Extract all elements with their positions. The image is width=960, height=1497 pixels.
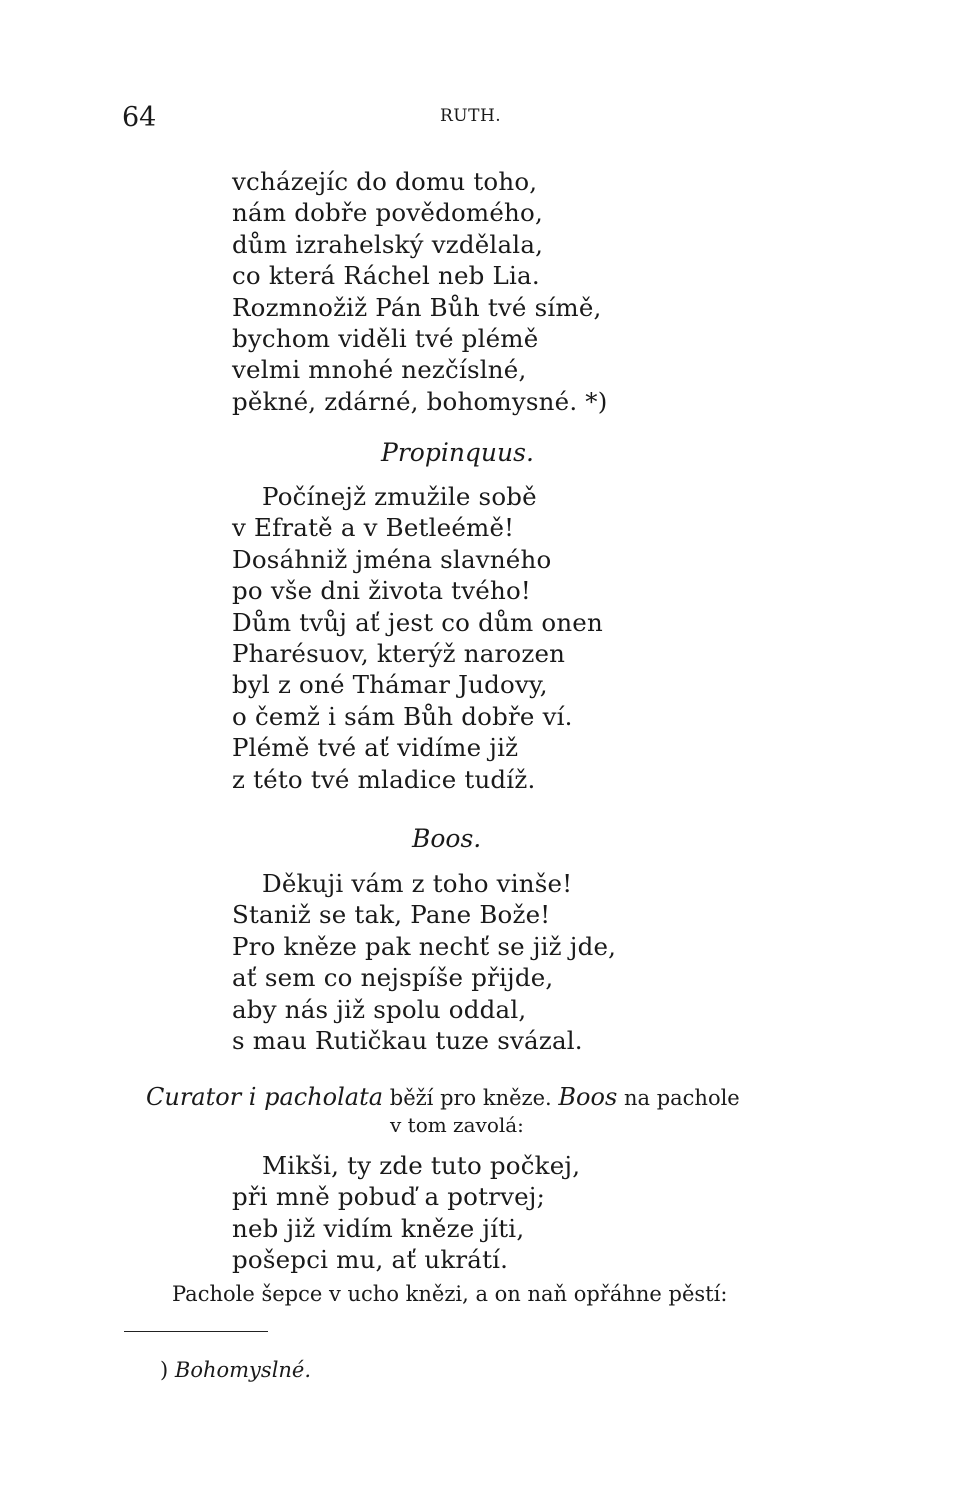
verse-line: o čemž i sám Bůh dobře ví. (232, 701, 573, 731)
stage-text: na pachole (623, 1086, 740, 1110)
verse-stanza-3 (232, 868, 616, 1056)
verse-line: Rozmnožiž Pán Bůh tvé símě, (232, 292, 602, 322)
verse-line: s mau Rutičkau tuze svázal. (232, 1026, 583, 1056)
speaker-propinquus: Propinquus. (381, 438, 534, 467)
verse-line: Pharésuov, kterýž narozen (232, 639, 566, 669)
footnote-text: Bohomyslné. (174, 1358, 312, 1382)
verse-line: velmi mnohé nezčíslné, (232, 355, 527, 385)
stage-direction-1-continued: v tom zavolá: (390, 1113, 524, 1137)
verse-line: pěkné, zdárné, bohomysné. *) (232, 386, 608, 416)
verse-line: dům izrahelský vzdělala, (232, 229, 544, 259)
footnote-marker: ) (160, 1358, 169, 1382)
verse-line: při mně pobuď a potrvej; (232, 1182, 546, 1212)
verse-stanza-4 (232, 1150, 580, 1276)
speaker-boos: Boos. (412, 824, 482, 853)
verse-line: vcházejíc do domu toho, (232, 167, 538, 196)
stage-text: běží pro kněze. (389, 1086, 552, 1110)
verse-line: neb již vidím kněze jíti, (232, 1213, 525, 1243)
verse-stanza-2 (232, 481, 603, 795)
verse-line: Počínejž zmužile sobě (262, 482, 537, 511)
verse-line: z této tvé mladice tudíž. (232, 764, 536, 794)
verse-line: Mikši, ty zde tuto počkej, (262, 1151, 581, 1180)
footnote-rule (124, 1331, 268, 1332)
verse-line: v Efratě a v Betleémě! (232, 513, 515, 543)
footnote (160, 1358, 311, 1382)
verse-line: byl z oné Thámar Judovy, (232, 670, 548, 700)
verse-line: bychom viděli tvé plémě (232, 324, 539, 354)
verse-line: ať sem co nejspíše přijde, (232, 963, 554, 993)
verse-line: Dosáhniž jména slavného (232, 544, 552, 574)
page-number: 64 (122, 102, 157, 133)
verse-line: Dům tvůj ať jest co dům onen (232, 607, 603, 637)
verse-line: po vše dni života tvého! (232, 576, 531, 606)
verse-line: co která Ráchel neb Lia. (232, 261, 540, 291)
verse-line: Děkuji vám z toho vinše! (262, 869, 573, 898)
stage-italic-boos: Boos (558, 1083, 618, 1111)
stage-direction-2: Pachole šepce v ucho knězi, a on naň opřáhne pěstí: (172, 1282, 728, 1306)
verse-line: pošepci mu, ať ukrátí. (232, 1245, 509, 1275)
verse-stanza-1 (232, 166, 608, 417)
stage-italic-curator: Curator i pacholata (146, 1083, 384, 1111)
stage-direction-1 (146, 1083, 740, 1111)
verse-line: Plémě tvé ať vidíme již (232, 733, 519, 763)
verse-line: Staniž se tak, Pane Bože! (232, 900, 551, 930)
running-head: RUTH. (440, 106, 502, 126)
verse-line: aby nás již spolu oddal, (232, 994, 527, 1024)
verse-line: Pro kněze pak nechť se již jde, (232, 931, 617, 961)
verse-line: nám dobře povědomého, (232, 198, 543, 228)
